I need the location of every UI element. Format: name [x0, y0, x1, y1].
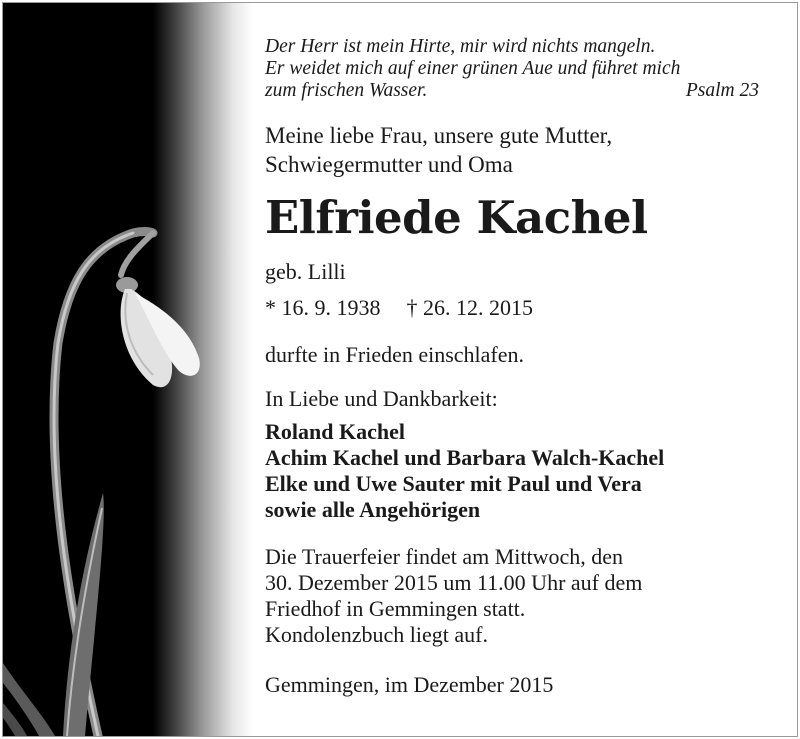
funeral-line: Friedhof in Gemmingen statt. [265, 596, 526, 621]
notice-frame [2, 2, 798, 737]
funeral-line: Die Trauerfeier findet am Mittwoch, den [265, 544, 624, 569]
intro-line: Schwiegermutter und Oma [265, 152, 513, 177]
mourner-line: Elke und Uwe Sauter mit Paul und Vera [265, 471, 642, 496]
snowdrop-flower-icon [3, 3, 253, 736]
intro-text [265, 121, 612, 179]
life-dates [265, 294, 533, 322]
mourner-line: Achim Kachel und Barbara Walch-Kachel [265, 445, 665, 470]
funeral-info [265, 544, 642, 648]
thanks-text: In Liebe und Dankbarkeit: [265, 386, 498, 411]
psalm-line: Der Herr ist mein Hirte, mir wird nichts mangeln. [265, 36, 656, 57]
birth-name: geb. Lilli [265, 259, 346, 284]
snowdrop-image [3, 3, 253, 736]
deceased-name: Elfriede Kachel [265, 191, 648, 244]
funeral-line: 30. Dezember 2015 um 11.00 Uhr auf dem [265, 570, 643, 595]
mourner-line: Roland Kachel [265, 419, 405, 444]
psalm-source: Psalm 23 [685, 80, 759, 101]
mourner-line: sowie alle Angehörigen [265, 497, 481, 522]
funeral-line: Kondolenzbuch liegt auf. [265, 622, 488, 647]
intro-line: Meine liebe Frau, unsere gute Mutter, [265, 123, 613, 148]
place-date: Gemmingen, im Dezember 2015 [265, 672, 554, 697]
psalm-line: zum frischen Wasser. [265, 80, 428, 101]
mourners-list [265, 419, 664, 523]
passed-text: durfte in Frieden einschlafen. [265, 342, 525, 367]
death-date: † 26. 12. 2015 [406, 295, 533, 320]
psalm-line: Er weidet mich auf einer grünen Aue und führet mich [265, 58, 681, 79]
birth-date: * 16. 9. 1938 [265, 295, 381, 320]
psalm-quote [265, 36, 759, 102]
